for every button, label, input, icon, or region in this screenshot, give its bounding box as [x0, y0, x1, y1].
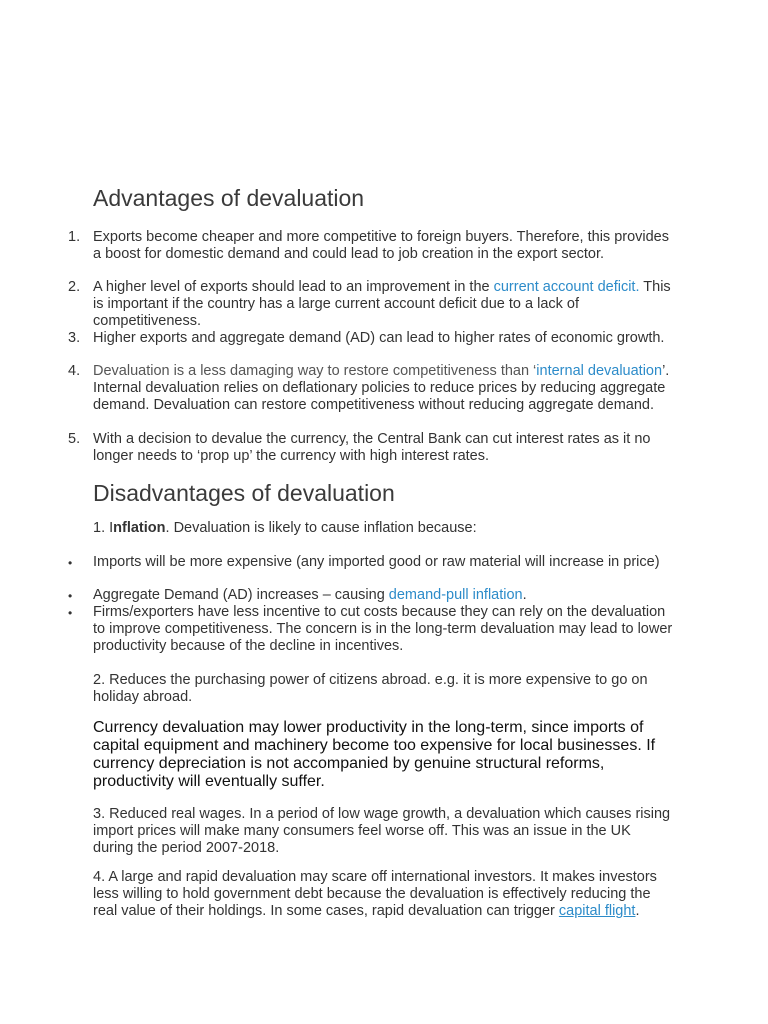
inflation-bold: nflation [113, 520, 166, 536]
list-number: 1. [68, 229, 81, 245]
advantage-text: ’. Internal devaluation relies on deflationary policies to reduce prices by reducing aggregate demand. Devaluation can restore competitiveness without reducing aggregate demand. [93, 363, 670, 413]
productivity-note: Currency devaluation may lower productivity in the long-term, since imports of capital equipment and machinery become too expensive for local businesses. If currency depreciation is not accompanied by genuine structural reforms, productivity will eventually suffer. [93, 719, 656, 790]
bullet-item-1: Imports will be more expensive (any imported good or raw material will increase in price) [93, 554, 660, 570]
advantage-item-4 [93, 363, 673, 414]
bullet-item-2 [93, 587, 673, 604]
bullet-text: . [522, 587, 527, 603]
inflation-intro [93, 520, 673, 537]
list-number: 4. [68, 363, 81, 379]
advantage-item-3: Higher exports and aggregate demand (AD) can lead to higher rates of economic growth. [93, 330, 665, 346]
current-account-deficit-link[interactable]: current account deficit. [493, 279, 640, 295]
point4-text: . [635, 903, 640, 919]
advantage-item-1: Exports become cheaper and more competitive to foreign buyers. Therefore, this provides a boost for domestic demand and could lead to job creation in the export sector. [93, 229, 669, 262]
bullet-icon: • [68, 589, 73, 603]
advantages-heading: Advantages of devaluation [93, 185, 365, 211]
advantage-text: Devaluation is a less damaging way to restore competitiveness than ‘ [93, 363, 537, 379]
advantage-item-5: With a decision to devalue the currency, the Central Bank can cut interest rates as it no longer needs to ‘prop up’ the currency with high interest rates. [93, 431, 651, 464]
advantage-item-2 [93, 279, 673, 330]
list-number: 2. [68, 279, 81, 295]
advantage-text: A higher level of exports should lead to an improvement in the [93, 279, 494, 295]
internal-devaluation-link[interactable]: internal devaluation [536, 363, 663, 379]
disadvantage-point-2: 2. Reduces the purchasing power of citizens abroad. e.g. it is more expensive to go on holiday abroad. [93, 672, 648, 705]
inflation-prefix: 1. I [93, 520, 114, 536]
list-number: 5. [68, 431, 81, 447]
disadvantage-point-3: 3. Reduced real wages. In a period of low wage growth, a devaluation which causes rising import prices will make many consumers feel worse off. This was an issue in the UK during the period 2007-2018. [93, 806, 671, 856]
list-number: 3. [68, 330, 81, 346]
disadvantage-point-4 [93, 869, 673, 920]
capital-flight-link[interactable]: capital flight [558, 903, 636, 919]
bullet-item-3: Firms/exporters have less incentive to cut costs because they can rely on the devaluation to improve competitiveness. The concern is in the long-term devaluation may lead to lower productivity because of the decline in incentives. [93, 604, 673, 654]
bullet-icon: • [68, 556, 73, 570]
bullet-icon: • [68, 606, 73, 620]
demand-pull-inflation-link[interactable]: demand-pull inflation [388, 587, 523, 603]
inflation-suffix: . Devaluation is likely to cause inflation because: [165, 520, 477, 536]
bullet-text: Aggregate Demand (AD) increases – causing [93, 587, 389, 603]
advantage-text: This is important if the country has a large current account deficit due to a lack of competitiveness. [93, 279, 671, 329]
disadvantages-heading: Disadvantages of devaluation [93, 480, 395, 506]
point4-text: 4. A large and rapid devaluation may scare off international investors. It makes investors less willing to hold government debt because the devaluation is effectively reducing the real value of their holdings. In some cases, rapid devaluation can trigger [93, 869, 657, 919]
